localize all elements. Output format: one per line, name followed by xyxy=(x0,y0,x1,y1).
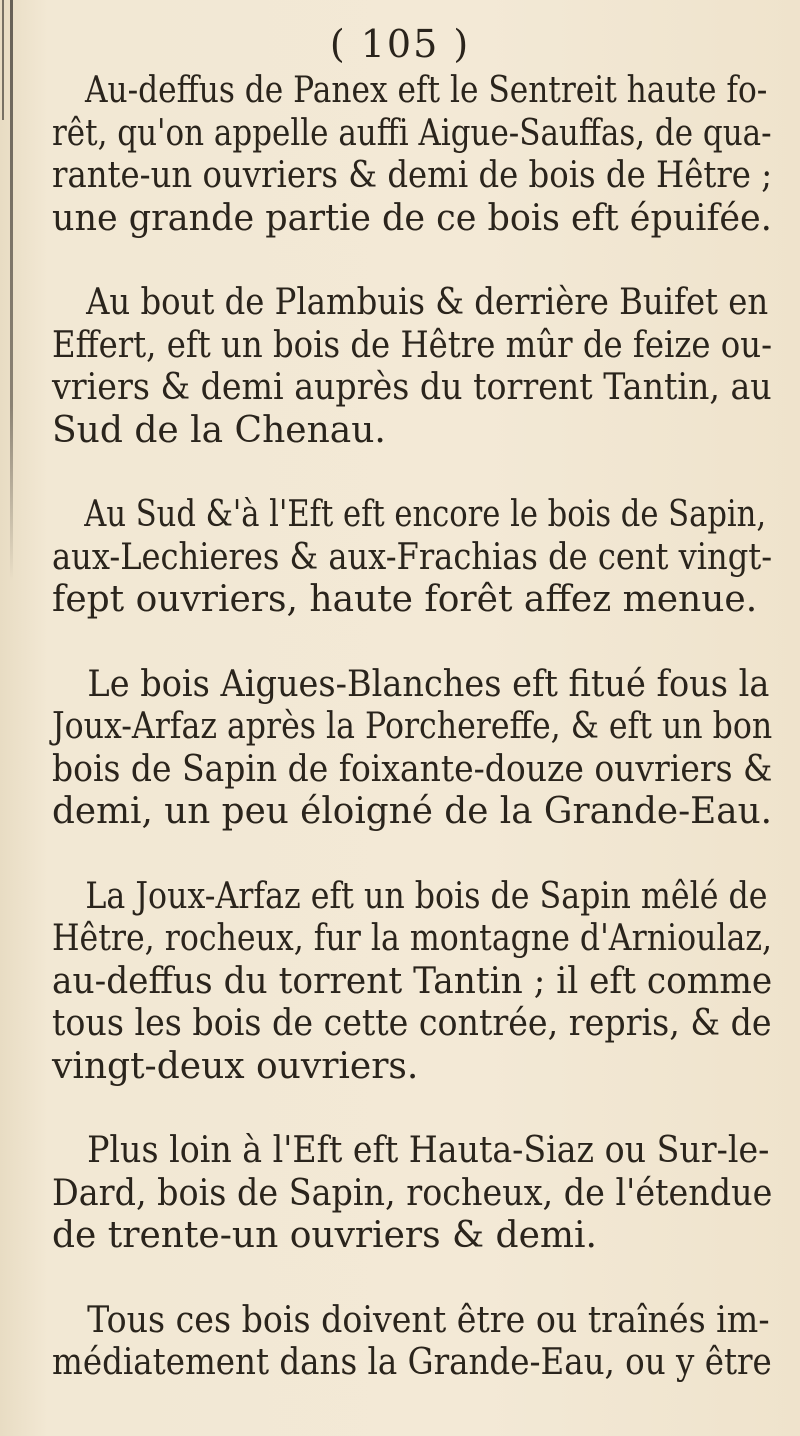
text-line: Au bout de Plambuis & derrière Buifet en xyxy=(86,282,769,323)
text-line: rêt, qu'on appelle auffi Aigue-Sauffas, de qua- xyxy=(52,112,772,154)
text-line: fept ouvriers, haute forêt affez menue. xyxy=(52,579,758,620)
text-line: La Joux-Arfaz eft un bois de Sapin mêlé de xyxy=(85,875,768,917)
text-line: bois de Sapin de foixante-douze ouvriers & xyxy=(52,748,773,790)
body-text xyxy=(52,70,772,1427)
binding-shadow xyxy=(10,0,13,580)
paragraph xyxy=(52,876,772,1089)
text-line: Sud de la Chenau. xyxy=(52,409,386,451)
text-line: Dard, bois de Sapin, rocheux, de l'étendue xyxy=(52,1172,773,1214)
paragraph xyxy=(52,664,772,834)
text-line: Plus loin à l'Eft eft Hauta-Siaz ou Sur-le- xyxy=(87,1130,770,1171)
text-line: Hêtre, rocheux, fur la montagne d'Arnioulaz, xyxy=(52,918,773,959)
paragraph xyxy=(52,282,772,452)
text-line: Au-deffus de Panex eft le Sentreit haute fo- xyxy=(84,70,768,111)
text-line: de trente-un ouvriers & demi. xyxy=(52,1215,597,1256)
text-line: Le bois Aigues-Blanches eft fitué fous la xyxy=(87,663,770,705)
text-line: Tous ces bois doivent être ou traînés im- xyxy=(87,1299,770,1341)
text-line: Effert, eft un bois de Hêtre mûr de feize ou- xyxy=(52,324,773,366)
paragraph xyxy=(52,1130,772,1258)
text-line: aux-Lechieres & aux-Frachias de cent vingt- xyxy=(52,536,773,578)
text-line: au-deffus du torrent Tantin ; il eft comme xyxy=(52,960,773,1002)
page-number: ( 105 ) xyxy=(329,22,471,66)
text-line: vingt-deux ouvriers. xyxy=(52,1045,419,1087)
paragraph xyxy=(52,494,772,622)
text-line: une grande partie de ce bois eft épuifée. xyxy=(52,197,772,239)
text-line: vriers & demi auprès du torrent Tantin, au xyxy=(52,367,772,408)
text-line: rante-un ouvriers & demi de bois de Hêtre ; xyxy=(52,155,773,196)
paragraph xyxy=(52,70,772,240)
text-line: tous les bois de cette contrée, repris, & de xyxy=(52,1003,772,1044)
text-line: médiatement dans la Grande-Eau, ou y être xyxy=(52,1342,772,1383)
text-line: demi, un peu éloigné de la Grande-Eau. xyxy=(52,791,773,832)
text-line: Joux-Arfaz après la Porchereffe, & eft un bon xyxy=(52,706,773,747)
paragraph xyxy=(52,1300,772,1385)
text-line: Au Sud &'à l'Eft eft encore le bois de Sapin, xyxy=(84,494,767,535)
